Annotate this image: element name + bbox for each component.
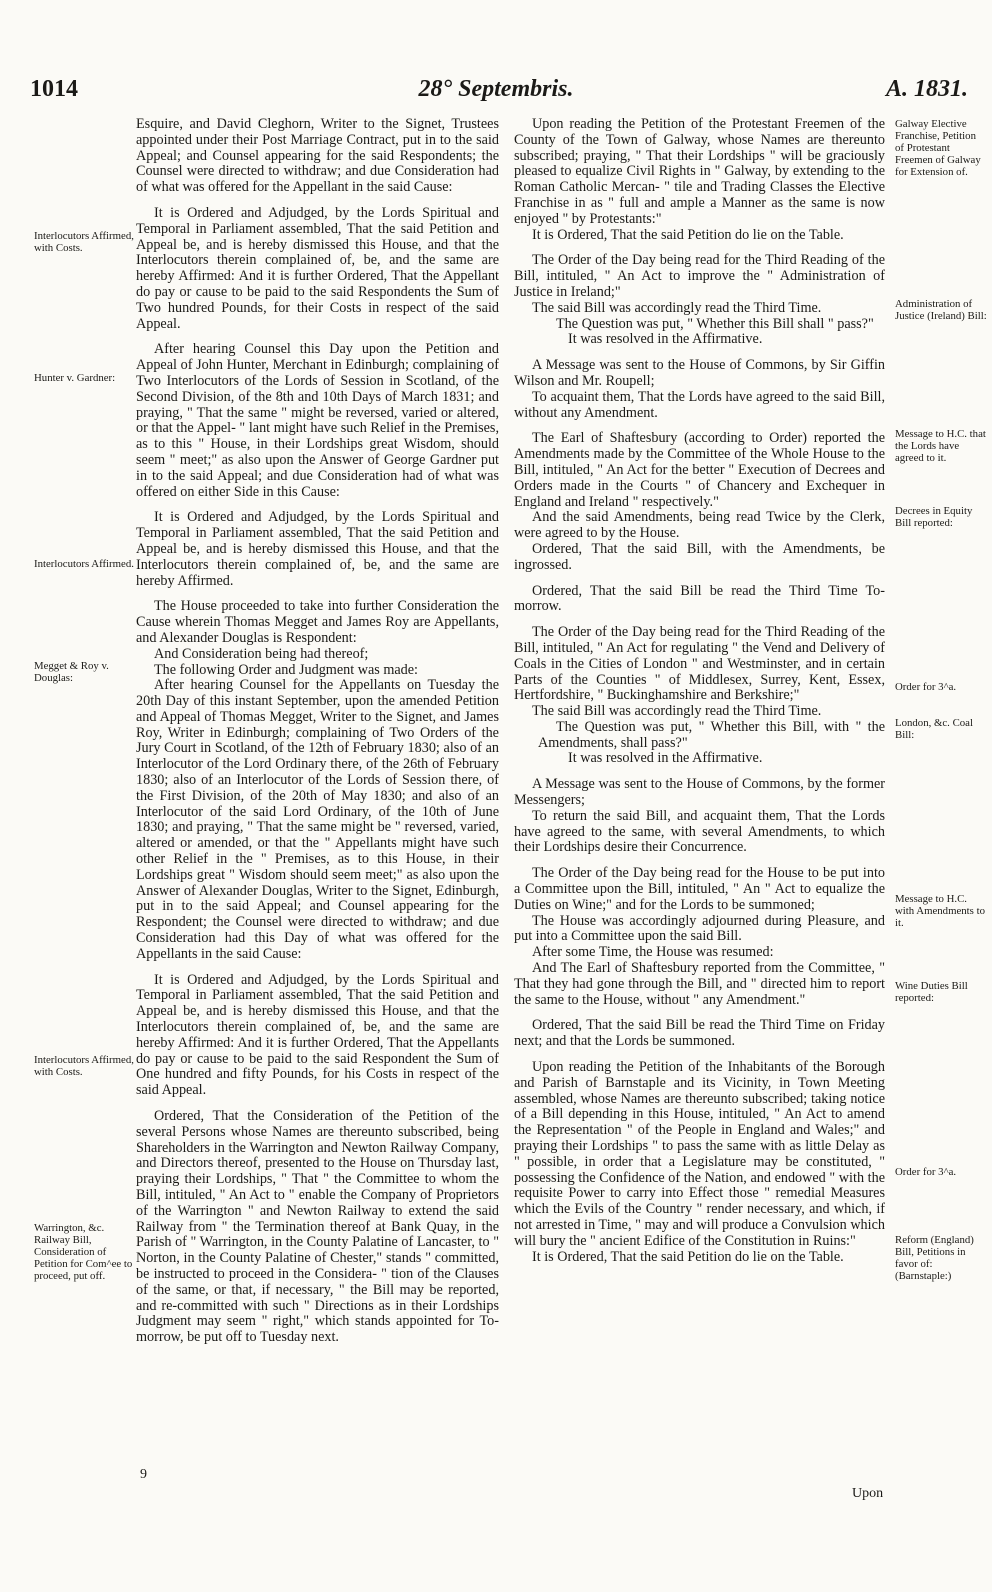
paragraph: The said Bill was accordingly read the Third Time. [532, 703, 822, 720]
paragraph: It is Ordered, That the said Petition do lie on the Table. [532, 1248, 844, 1265]
margin-note: Decrees in Equity Bill reported: [895, 505, 973, 529]
paragraph: The Earl of Shaftesbury (according to Order) reported the Amendments made by the Committee of the Whole House to the Bill, intituled, " An Act for the better " Execution of Decrees and Orders made in the Courts " of Chancery and Exchequer in England and Ireland " respectively." [514, 430, 885, 510]
paragraph: Ordered, That the Consideration of the Petition of the several Persons whose Names are thereunto subscribed, being Shareholders in the Warrington and Newton Railway Company, and Directors thereof, presented to the House on Thursday last, praying their Lordships, " That " the Committee to whom the Bill, intituled, " An Act to " enable the Company of Proprietors of the Warrington " and Newton Railway to extend the said Railway from " the Termination thereof at Bank Quay, in the Parish of " Warrington, in the County Palatine of Lancaster, to " Norton, in the County Palatine of Chester," stands " committed, be instructed to proceed in the Considera- " tion of the Clauses of the same, or that, if necessary, " the Bill may be reported, and re-committed with such " Directions as in their Lordships Judgment may seem " right," which stands appointed for To-morrow, be put off to Tuesday next. [136, 1108, 499, 1346]
margin-note: Interlocutors Affirmed, with Costs. [34, 1054, 134, 1078]
paragraph: Esquire, and David Cleghorn, Writer to the Signet, Trustees appointed under their Post Marriage Contract, put in to the said Appeal; and Counsel appearing for the said Respondents; the Counsel were directed to withdraw; and due Consideration had of what was offered for the Appellant in the said Cause: [136, 116, 499, 196]
page-date: 28° Septembris. [418, 76, 574, 102]
margin-note: London, &c. Coal Bill: [895, 717, 973, 741]
margin-note: Interlocutors Affirmed. [34, 558, 134, 570]
margin-note: Galway Elective Franchise, Petition of Protestant Freemen of Galway for Extension of. [895, 118, 981, 178]
paragraph: The Order of the Day being read for the Third Reading of the Bill, intituled, " An Act to improve the " Administration of Justice in Ireland;" [514, 252, 885, 300]
signature-mark: 9 [140, 1467, 147, 1482]
margin-note: Warrington, &c. Railway Bill, Consideration of Petition for Com^ee to proceed, put off. [34, 1222, 133, 1282]
paragraph: Upon reading the Petition of the Inhabitants of the Borough and Parish of Barnstaple and its Vicinity, in Town Meeting assembled, whose Names are thereunto subscribed; taking notice of a Bill depending in this House, intituled, " An Act to amend the Representation " of the People in England and Wales;" and praying their Lordships " to pass the same with as little Delay as " possible, in order that a Legislature may be constituted, " possessing the Confidence of the Nation, and endowed " with the requisite Power to carry into Effect those " remedial Measures which the Evils of the Country " render necessary, and which, if not arrested in Time, " may and will produce a Convulsion which will bury the " ancient Edifice of the Constitution in Ruins:" [514, 1059, 885, 1249]
paragraph: Upon reading the Petition of the Protestant Freemen of the County of the Town of Galway, whose Names are thereunto subscribed; praying, " That their Lordships " will be graciously pleased to equalize Civil Rights in " Galway, by extending to the Roman Catholic Mercan- " tile and Trading Classes the Elective Franchise in as " full and ample a Manner as the same is now enjoyed " by Protestants:" [514, 116, 885, 227]
paragraph: To acquaint them, That the Lords have agreed to the said Bill, without any Amendment. [514, 388, 885, 421]
paragraph: It was resolved in the Affirmative. [568, 331, 763, 348]
paragraph: It is Ordered and Adjudged, by the Lords Spiritual and Temporal in Parliament assembled, That the said Petition and Appeal be, and is hereby dismissed this House, and that the Interlocutors therein complained of, be, and the same are hereby Affirmed: And it is further Ordered, That the Appellant do pay or cause to be paid to the said Respondents the Sum of Two hundred Pounds, for their Costs in respect of the said Appeal. [136, 204, 499, 332]
paragraph: To return the said Bill, and acquaint them, That the Lords have agreed to the same, with several Amendments, to which their Lordships desire their Concurrence. [514, 807, 885, 856]
margin-note: Order for 3^a. [895, 1166, 957, 1178]
page-header [0, 76, 992, 110]
paragraph: And the said Amendments, being read Twice by the Clerk, were agreed to by the House. [514, 509, 885, 542]
paragraph: And Consideration being had thereof; [154, 645, 369, 662]
paragraph: The said Bill was accordingly read the Third Time. [532, 299, 822, 316]
paragraph: Ordered, That the said Bill, with the Amendments, be ingrossed. [514, 540, 885, 573]
paragraph: The following Order and Judgment was made: [154, 661, 418, 678]
paragraph: Ordered, That the said Bill be read the Third Time on Friday next; and that the Lords be summoned. [514, 1017, 885, 1050]
page-number: 1014 [30, 76, 78, 102]
margin-note: Order for 3^a. [895, 681, 957, 693]
paragraph: The Order of the Day being read for the Third Reading of the Bill, intituled, " An Act for regulating " the Vend and Delivery of Coals in the Cities of London " and Westminster, and in certain Parts of the Counties " of Middlesex, Surrey, Kent, Essex, Hertfordshire, " Buckinghamshire and Berkshire;" [514, 624, 885, 704]
margin-note: Interlocutors Affirmed, with Costs. [34, 230, 134, 254]
margin-note: Wine Duties Bill reported: [895, 980, 968, 1004]
margin-note: Reform (England) Bill, Petitions in favor of: (Barnstaple:) [895, 1234, 974, 1282]
paragraph: After hearing Counsel for the Appellants on Tuesday the 20th Day of this instant September, upon the amended Petition and Appeal of Thomas Megget, Writer to the Signet, and James Roy, Writer in Edinburgh; complaining of Two Orders of the Jury Court in Scotland, of the 12th of February 1830; also of an Interlocutor of the Lord Ordinary there, of the 26th of February 1830; also of an Interlocutor of the Lords of Session there, of the First Division, of the 20th of May 1830; and also of an Interlocutor of the said Lord Ordinary, of the 10th of June 1830; and praying, " That the same might be " reversed, varied, altered or amended, or that the " Appellants might have such other Relief in the " Premises, as to this House, in their Lordships great " Wisdom should seem meet;" as also upon the Answer of Alexander Douglas, Writer to the Signet, Edinburgh, put in to the said Appeal; and Counsel appearing for the Respondent; the Counsel were directed to withdraw; and due Consideration had this Day of what was offered for the Appellants in the said Cause: [136, 677, 499, 962]
paragraph: The Question was put, " Whether this Bill shall " pass?" [556, 315, 874, 332]
right-column [514, 117, 885, 1265]
paragraph: The Question was put, " Whether this Bill, with " the Amendments, shall pass?" [538, 718, 885, 751]
margin-note: Hunter v. Gardner: [34, 372, 116, 384]
paragraph: It is Ordered and Adjudged, by the Lords Spiritual and Temporal in Parliament assembled, That the said Petition and Appeal be, and is hereby dismissed this House, and that the Interlocutors therein complained of, be, and the same are hereby Affirmed: And it is further Ordered, That the Appellants do pay or cause to be paid to the said Respondent the Sum of One hundred and fifty Pounds, for his Costs in respect of the said Appeal. [136, 971, 499, 1099]
catchword: Upon [852, 1486, 884, 1501]
page-year: A. 1831. [885, 76, 968, 102]
paragraph: The House proceeded to take into further Consideration the Cause wherein Thomas Megget and James Roy are Appellants, and Alexander Douglas is Respondent: [136, 598, 499, 646]
margin-note: Administration of Justice (Ireland) Bill: [895, 298, 987, 322]
paragraph: A Message was sent to the House of Commons, by Sir Giffin Wilson and Mr. Roupell; [514, 357, 885, 389]
margin-note: Megget & Roy v. Douglas: [34, 660, 109, 684]
paragraph: It is Ordered and Adjudged, by the Lords Spiritual and Temporal in Parliament assembled, That the said Petition and Appeal be, and is hereby dismissed this House, and that the Interlocutors therein complained of, be, and the same are hereby Affirmed. [136, 509, 499, 589]
margin-note: Message to H.C. with Amendments to it. [895, 893, 985, 929]
paragraph: After hearing Counsel this Day upon the Petition and Appeal of John Hunter, Merchant in Edinburgh; complaining of Two Interlocutors of the Lords of Session in Scotland, of the Second Division, of the 8th and 10th Days of March 1831; and praying, " That the same " might be reversed, varied or altered, or that the Appel- " lant might have such Relief in the Premises, as to this " House, in their Lordships great Wisdom, should seem " meet;" as also upon the Answer of George Gardner put in to the said Appeal; and due Consideration had of what was offered on either Side in this Cause: [136, 341, 499, 500]
paragraph: It is Ordered, That the said Petition do lie on the Table. [532, 226, 844, 243]
paragraph: The Order of the Day being read for the House to be put into a Committee upon the Bill, intituled, " An " Act to equalize the Duties on Wine;" and for the Lords to be summoned; [514, 865, 885, 913]
paragraph: The House was accordingly adjourned during Pleasure, and put into a Committee upon the said Bill. [514, 912, 885, 945]
margin-note: Message to H.C. that the Lords have agreed to it. [895, 428, 986, 464]
paragraph: After some Time, the House was resumed: [532, 944, 774, 961]
left-column [136, 117, 499, 1346]
paragraph: Ordered, That the said Bill be read the Third Time To-morrow. [514, 582, 885, 615]
paragraph: A Message was sent to the House of Commons, by the former Messengers; [514, 776, 885, 809]
paragraph: It was resolved in the Affirmative. [568, 750, 763, 767]
paragraph: And The Earl of Shaftesbury reported from the Committee, " That they had gone through the Bill, and " directed him to report the same to the House, without " any Amendment." [514, 960, 885, 1008]
